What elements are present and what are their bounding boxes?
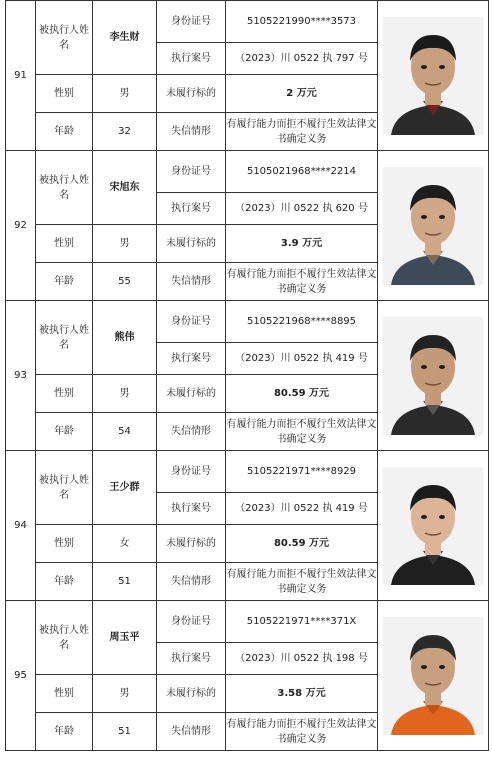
photo-left-eye [421,215,427,219]
age-label: 年龄 [36,113,93,151]
unfulfilled-amount: 80.59 万元 [226,375,378,413]
case-number: （2023）川 0522 执 419 号 [226,493,378,525]
gender-label: 性别 [36,675,93,713]
photo-cell [378,301,489,451]
age-label: 年龄 [36,263,93,301]
id-number: 5105221971****8929 [226,451,378,493]
photo-cell [378,451,489,601]
photo-right-eye [439,215,445,219]
amount-label: 未履行标的 [157,75,226,113]
debtor-gender: 男 [93,675,157,713]
case-label: 执行案号 [157,493,226,525]
dishonesty-label: 失信情形 [157,263,226,301]
debtor-photo [383,167,483,285]
id-number: 5105221968****8895 [226,301,378,343]
debtor-age: 51 [93,563,157,601]
unfulfilled-amount: 2 万元 [226,75,378,113]
id-number: 5105221971****371X [226,601,378,643]
debtor-gender: 男 [93,75,157,113]
name-label: 被执行人姓名 [36,601,93,675]
photo-right-eye [439,665,445,669]
photo-right-eye [439,65,445,69]
debtor-age: 54 [93,413,157,451]
name-label: 被执行人姓名 [36,301,93,375]
name-label: 被执行人姓名 [36,451,93,525]
record-row-id [6,301,489,343]
case-label: 执行案号 [157,43,226,75]
debtor-photo [383,617,483,735]
dishonesty-label: 失信情形 [157,713,226,751]
dishonesty-description: 有履行能力而拒不履行生效法律文书确定义务 [226,563,378,601]
debtor-gender: 男 [93,225,157,263]
record-row-id [6,1,489,43]
record-index: 94 [6,451,36,601]
age-label: 年龄 [36,713,93,751]
name-label: 被执行人姓名 [36,151,93,225]
photo-cell [378,601,489,751]
age-label: 年龄 [36,563,93,601]
dishonesty-description: 有履行能力而拒不履行生效法律文书确定义务 [226,113,378,151]
record-index: 91 [6,1,36,151]
photo-right-eye [439,515,445,519]
amount-label: 未履行标的 [157,675,226,713]
photo-left-eye [421,665,427,669]
case-number: （2023）川 0522 执 620 号 [226,193,378,225]
id-label: 身份证号 [157,601,226,643]
age-label: 年龄 [36,413,93,451]
id-label: 身份证号 [157,451,226,493]
debtor-photo [383,17,483,135]
photo-left-eye [421,65,427,69]
dishonesty-description: 有履行能力而拒不履行生效法律文书确定义务 [226,713,378,751]
id-number: 5105021968****2214 [226,151,378,193]
debtor-name: 周玉平 [93,601,157,675]
gender-label: 性别 [36,75,93,113]
unfulfilled-amount: 3.58 万元 [226,675,378,713]
record-index: 92 [6,151,36,301]
case-label: 执行案号 [157,193,226,225]
photo-left-eye [421,365,427,369]
debtor-photo [383,467,483,585]
dishonesty-description: 有履行能力而拒不履行生效法律文书确定义务 [226,263,378,301]
debtor-gender: 女 [93,525,157,563]
photo-right-eye [439,365,445,369]
case-number: （2023）川 0522 执 198 号 [226,643,378,675]
debtor-records-table [5,0,489,751]
gender-label: 性别 [36,375,93,413]
debtor-name: 李生财 [93,1,157,75]
id-label: 身份证号 [157,151,226,193]
gender-label: 性别 [36,225,93,263]
record-row-id [6,601,489,643]
id-label: 身份证号 [157,1,226,43]
debtor-age: 55 [93,263,157,301]
debtor-name: 王少群 [93,451,157,525]
dishonesty-label: 失信情形 [157,563,226,601]
photo-cell [378,151,489,301]
record-row-id [6,451,489,493]
photo-cell [378,1,489,151]
record-index: 95 [6,601,36,751]
case-label: 执行案号 [157,343,226,375]
amount-label: 未履行标的 [157,225,226,263]
amount-label: 未履行标的 [157,525,226,563]
gender-label: 性别 [36,525,93,563]
photo-left-eye [421,515,427,519]
dishonesty-label: 失信情形 [157,113,226,151]
name-label: 被执行人姓名 [36,1,93,75]
debtor-name: 宋旭东 [93,151,157,225]
record-index: 93 [6,301,36,451]
debtor-photo [383,317,483,435]
debtor-age: 51 [93,713,157,751]
record-row-id [6,151,489,193]
case-label: 执行案号 [157,643,226,675]
debtor-gender: 男 [93,375,157,413]
debtor-age: 32 [93,113,157,151]
unfulfilled-amount: 3.9 万元 [226,225,378,263]
id-number: 5105221990****3573 [226,1,378,43]
case-number: （2023）川 0522 执 419 号 [226,343,378,375]
amount-label: 未履行标的 [157,375,226,413]
dishonesty-description: 有履行能力而拒不履行生效法律文书确定义务 [226,413,378,451]
debtor-name: 熊伟 [93,301,157,375]
case-number: （2023）川 0522 执 797 号 [226,43,378,75]
id-label: 身份证号 [157,301,226,343]
unfulfilled-amount: 80.59 万元 [226,525,378,563]
dishonesty-label: 失信情形 [157,413,226,451]
